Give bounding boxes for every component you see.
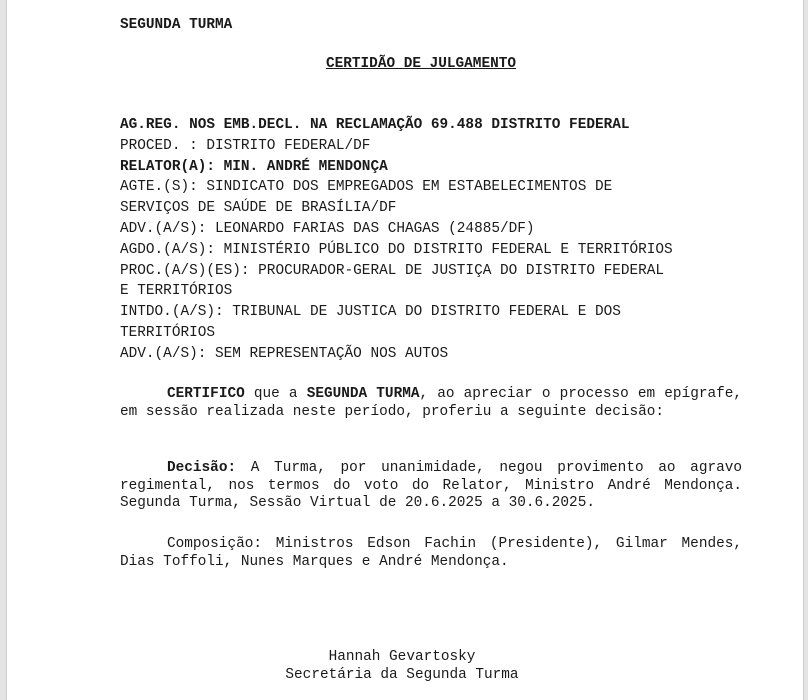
case-party-line: ADV.(A/S): SEM REPRESENTAÇÃO NOS AUTOS [120, 345, 449, 362]
decisao-paragraph [120, 460, 742, 513]
certifico-turma: SEGUNDA TURMA [306, 386, 420, 402]
decisao-text: A Turma, por unanimidade, negou provimento ao agravo regimental, nos termos do voto do Relator, Ministro André Mendonça. Segunda Turma, Sessão Virtual de 20.6.2025 a 30.6.2025. [120, 460, 742, 512]
certifico-lead: CERTIFICO [167, 386, 245, 402]
case-party-line: PROC.(A/S)(ES): PROCURADOR-GERAL DE JUSTIÇA DO DISTRITO FEDERAL [120, 262, 665, 279]
case-party-line: RELATOR(A): MIN. ANDRÉ MENDONÇA [120, 158, 388, 175]
composicao-paragraph: Composição: Ministros Edson Fachin (Presidente), Gilmar Mendes, Dias Toffoli, Nunes Marques e André Mendonça. [120, 536, 742, 570]
left-viewer-border [0, 0, 7, 700]
signature-block [120, 648, 684, 685]
case-header [120, 115, 744, 365]
case-party-line: AGTE.(S): SINDICATO DOS EMPREGADOS EM ESTABELECIMENTOS DE [120, 179, 613, 196]
case-party-line: INTDO.(A/S): TRIBUNAL DE JUSTICA DO DISTRITO FEDERAL E DOS [120, 304, 621, 321]
signatory-name: Hannah Gevartosky [328, 649, 476, 665]
case-party-line: AGDO.(A/S): MINISTÉRIO PÚBLICO DO DISTRITO FEDERAL E TERRITÓRIOS [120, 241, 673, 258]
certifico-paragraph [120, 386, 742, 421]
case-title: AG.REG. NOS EMB.DECL. NA RECLAMAÇÃO 69.488 DISTRITO FEDERAL [120, 117, 630, 133]
case-party-line: SERVIÇOS DE SAÚDE DE BRASÍLIA/DF [120, 200, 397, 217]
turma-heading: SEGUNDA TURMA [120, 17, 233, 33]
certifico-text1: que a [244, 386, 307, 402]
case-party-line: ADV.(A/S): LEONARDO FARIAS DAS CHAGAS (24885/DF) [120, 220, 535, 237]
case-party-line: PROCED. : DISTRITO FEDERAL/DF [120, 137, 371, 154]
decisao-lead: Decisão: [167, 460, 237, 476]
case-parties [120, 136, 744, 365]
signatory-role: Secretária da Segunda Turma [285, 667, 519, 684]
case-party-line: E TERRITÓRIOS [120, 283, 233, 300]
document-title: CERTIDÃO DE JULGAMENTO [326, 56, 516, 72]
certifico-text2: , ao apreciar o processo em epígrafe, em sessão realizada neste período, proferiu a seguinte decisão: [120, 386, 743, 420]
right-viewer-border [803, 0, 808, 700]
case-party-line: TERRITÓRIOS [120, 324, 215, 341]
